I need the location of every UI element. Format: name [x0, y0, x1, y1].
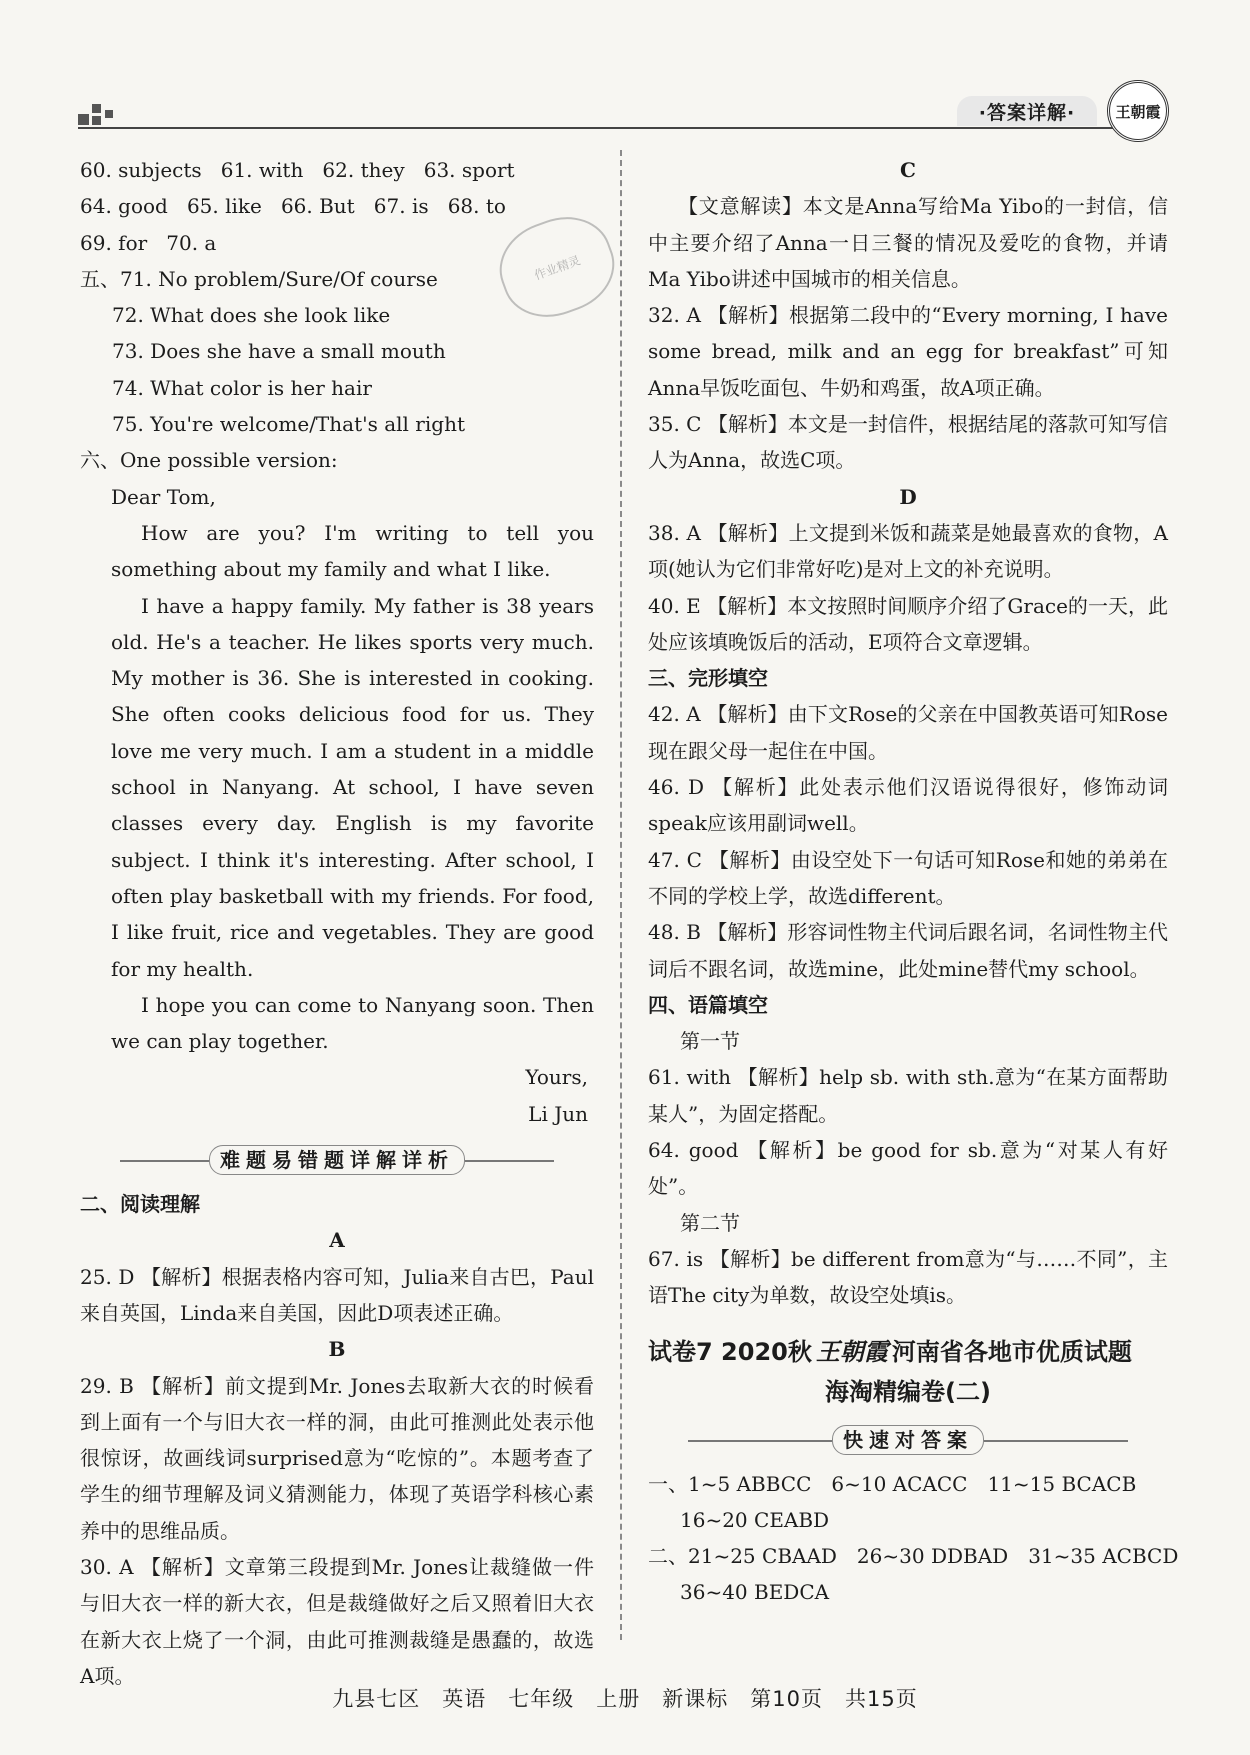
section-banner: 难题易错题详解详析	[80, 1142, 594, 1180]
header-badge: ·答案详解·	[957, 96, 1097, 126]
question-40: 40. E 【解析】本文按照时间顺序介绍了Grace的一天，此处应该填晚饭后的活动，E项符合文章逻辑。	[648, 593, 1168, 654]
answer-60: 60. subjects	[80, 158, 202, 182]
paper-title: 试卷7 2020秋 王朝霞 河南省各地市优质试题 海淘精编卷(二)	[648, 1336, 1132, 1406]
writing-heading: 六、One possible version:	[80, 448, 338, 473]
question-64: 64. good 【解析】be good for sb.意为“对某人有好处”。	[648, 1138, 1168, 1199]
answer-73: 73. Does she have a small mouth	[112, 339, 446, 364]
answer-74: 74. What color is her hair	[112, 375, 372, 400]
section-fill-in: 四、语篇填空	[648, 992, 768, 1017]
answer-67: 67. is	[373, 194, 429, 219]
page-footer: 九县七区 英语 七年级 上册 新课标 第10页 共15页	[332, 1687, 918, 1711]
letter-greeting: Dear Tom,	[111, 484, 216, 509]
letter-paragraph-2: I have a happy family. My father is 38 years old. He's a teacher. He likes sports very much. My mother is 36. She is interested in cooking. She often cooks delicious food for us. They love me very much. I am a student in a middle school in Nanyang. At school, I have seven classes every day. English is my favorite subject. I think it's interesting. After school, I often play basketball with my friends. For food, I like fruit, rice and vegetables. They are good for my health.	[111, 593, 594, 981]
answers-part-2b: 36~40 BEDCA	[680, 1580, 830, 1605]
answer-72: 72. What does she look like	[112, 303, 391, 328]
paper-brand-logo: 王朝霞	[815, 1336, 888, 1366]
answer-71: 五、71. No problem/Sure/Of course	[80, 266, 438, 291]
answer-63: 63. sport	[423, 158, 515, 182]
answers-part-1: 一、1~5 ABBCC 6~10 ACACC 11~15 BCACB	[648, 1471, 1137, 1496]
section-cloze: 三、完形填空	[648, 666, 768, 691]
passage-d-label: D	[899, 484, 917, 509]
question-46: 46. D 【解析】此处表示他们汉语说得很好，修饰动词speak应该用副词well。	[648, 775, 1168, 836]
answer-75: 75. You're welcome/That's all right	[112, 412, 465, 437]
right-column	[648, 152, 1179, 1611]
answer-65: 65. like	[186, 194, 262, 219]
question-32: 32. A 【解析】根据第二段中的“Every morning, I have some bread, milk and an egg for breakfast”可知Anna早饭吃面包、牛奶和鸡蛋，故A项正确。	[648, 303, 1168, 400]
answer-64: 64. good	[80, 194, 168, 219]
part-1-label: 第一节	[680, 1029, 740, 1054]
passage-c-label: C	[900, 158, 916, 182]
answers-part-1b: 16~20 CEABD	[680, 1507, 830, 1532]
corner-decoration-icon	[78, 98, 138, 128]
question-42: 42. A 【解析】由下文Rose的父亲在中国教英语可知Rose现在跟父母一起住在中国。	[648, 702, 1168, 763]
answer-61: 61. with	[220, 158, 304, 182]
question-67: 67. is 【解析】be different from意为“与……不同”，主语The city为单数，故设空处填is。	[648, 1246, 1168, 1308]
question-47: 47. C 【解析】由设空处下一句话可知Rose和她的弟弟在不同的学校上学，故选different。	[648, 847, 1168, 908]
letter-closing: Yours,	[525, 1065, 588, 1090]
letter-paragraph-3: I hope you can come to Nanyang soon. Then we can play together.	[111, 992, 594, 1054]
left-column	[80, 152, 594, 1694]
letter-paragraph-1: How are you? I'm writing to tell you something about my family and what I like.	[111, 520, 594, 582]
question-35: 35. C 【解析】本文是一封信件，根据结尾的落款可知写信人为Anna，故选C项。	[648, 412, 1168, 473]
passage-b-label: B	[328, 1337, 346, 1362]
question-29: 29. B 【解析】前文提到Mr. Jones去取新大衣的时候看到上面有一个与旧大衣一样的洞，由此可推测此处表示他很惊讶，故画线词surprised意为“吃惊的”。本题考查了学生的细节理解及词义猜测能力，体现了英语学科核心素养中的思维品质。	[80, 1373, 594, 1543]
answer-62: 62. they	[322, 158, 405, 182]
answer-line-2	[80, 188, 594, 224]
question-61: 61. with 【解析】help sb. with sth.意为“在某方面帮助某人”，为固定搭配。	[648, 1065, 1168, 1126]
answer-68: 68. to	[447, 194, 506, 219]
question-38: 38. A 【解析】上文提到米饭和蔬菜是她最喜欢的食物，A项(她认为它们非常好吃)是对上文的补充说明。	[648, 520, 1168, 582]
answer-69: 69. for	[80, 230, 148, 255]
passage-c-intro: 【文意解读】本文是Anna写给Ma Yibo的一封信，信中主要介绍了Anna一日三餐的情况及爱吃的食物，并请Ma Yibo讲述中国城市的相关信息。	[648, 194, 1168, 291]
letter-signature: Li Jun	[528, 1101, 588, 1126]
brand-logo-icon: 王朝霞	[1107, 80, 1169, 142]
passage-a-label: A	[329, 1228, 345, 1253]
question-25: 25. D 【解析】根据表格内容可知，Julia来自古巴，Paul来自英国，Linda来自美国，因此D项表述正确。	[80, 1264, 594, 1325]
column-divider	[620, 150, 622, 1640]
question-30: 30. A 【解析】文章第三段提到Mr. Jones让裁缝做一件与旧大衣一样的新大衣，但是裁缝做好之后又照着旧大衣在新大衣上烧了一个洞，由此可推测裁缝是愚蠢的，故选A项。	[80, 1554, 594, 1688]
section-reading: 二、阅读理解	[80, 1192, 200, 1217]
answers-part-2: 二、21~25 CBAAD 26~30 DDBAD 31~35 ACBCD	[648, 1544, 1179, 1569]
answer-line-3	[80, 225, 594, 261]
watermark-stamp: 作业精灵	[487, 203, 626, 330]
part-2-label: 第二节	[680, 1210, 740, 1235]
quick-answer-banner: 快速对答案	[648, 1422, 1168, 1460]
answer-70: 70. a	[166, 230, 217, 255]
answer-66: 66. But	[280, 194, 355, 219]
header-rule	[78, 127, 1160, 129]
answer-line-1	[80, 152, 594, 188]
question-48: 48. B 【解析】形容词性物主代词后跟名词，名词性物主代词后不跟名词，故选mine，此处mine替代my school。	[648, 920, 1168, 981]
